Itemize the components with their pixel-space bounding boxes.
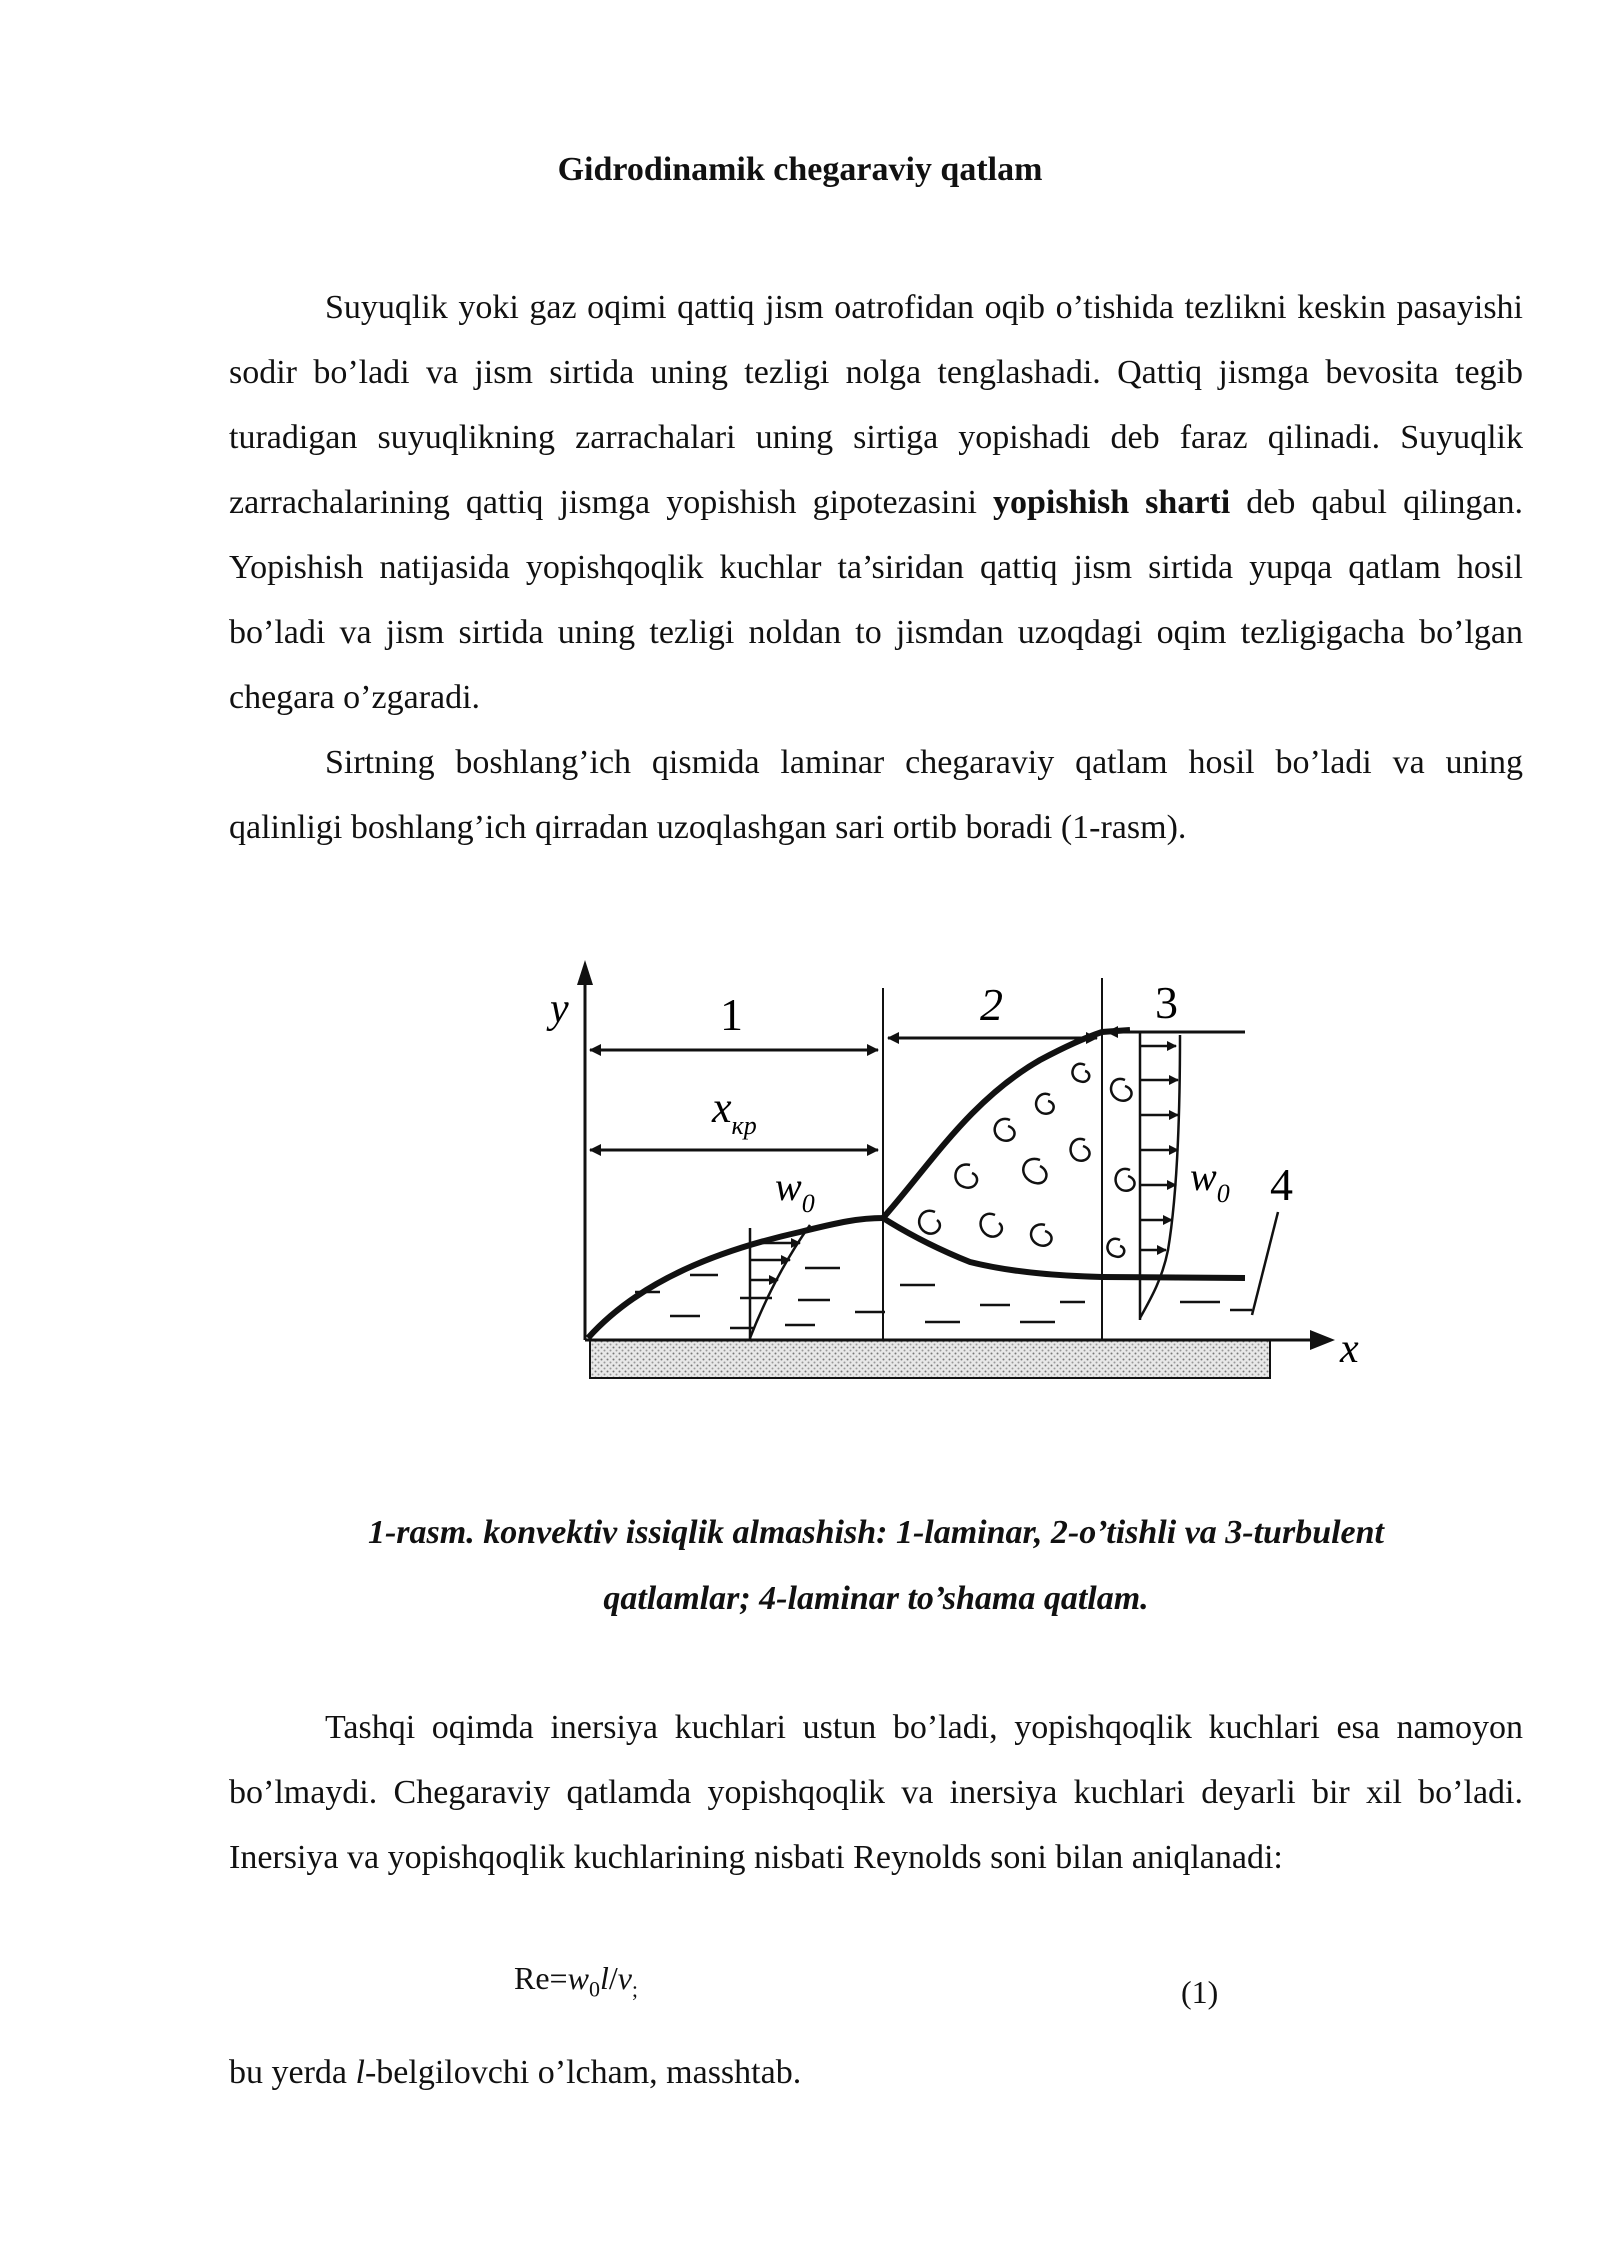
paragraph-intro-part-b: deb qabul qilingan. Yopishish natijasida yopishqoqlik kuchlar ta’siridan qattiq jism sirtida yupqa qatlam hosil bo’ladi va jism sirtida uning tezligi noldan to jismdan uzoqdagi oqim tezligigacha bo’lgan chegara o’zgaradi.: [229, 484, 1523, 716]
definition-symbol: l: [355, 2054, 365, 2091]
w0-subscript: 0: [801, 1189, 815, 1218]
formula-w-subscript: 0: [588, 1976, 600, 2002]
plate-surface: [590, 1340, 1270, 1378]
w0-label-turbulent: [1190, 1154, 1230, 1208]
x-axis-arrowhead: [1310, 1330, 1335, 1350]
sublayer-pointer: [1252, 1212, 1278, 1315]
viscous-sublayer-edge: [883, 1218, 1245, 1278]
paragraph-intro-part-a: Suyuqlik yoki gaz oqimi qattiq jism oatrofidan oqib o’tishida tezlikni keskin pasayishi sodir bo’ladi va jism sirtida uning tezligi nolga tenglashadi. Qattiq jismga bevosita tegib turadigan suyuqlikning zarrachalari uning sirtiga yopishadi deb faraz qilinadi. Suyuqlik zarrachalarining qattiq jismga yopishish gipotezasini: [229, 289, 1523, 521]
figure-caption-line-1: 1-rasm. konvektiv issiqlik almashish: 1-laminar, 2-o’tishli va 3-turbulent: [367, 1514, 1385, 1551]
zone-label-4: 4: [1270, 1159, 1293, 1210]
paragraph-intro: [229, 275, 1523, 730]
equation-number: (1): [1181, 1974, 1219, 2010]
equation-row: [229, 1960, 1523, 2020]
xkr-base: x: [712, 1083, 732, 1132]
definition-line: [229, 2045, 801, 2101]
formula-l: l: [599, 1960, 609, 1996]
formula-semicolon: ;: [631, 1976, 639, 2002]
definition-prefix: bu yerda: [229, 2054, 356, 2091]
paragraph-reynolds: Tashqi oqimda inersiya kuchlari ustun bo’ladi, yopishqoqlik kuchlari esa namoyon bo’lmaydi. Chegaraviy qatlamda yopishqoqlik va inersiya kuchlari deyarli bir xil bo’ladi. Inersiya va yopishqoqlik kuchlarining nisbati Reynolds soni bilan aniqlanadi:: [229, 1709, 1523, 1876]
laminar-velocity-profile: [750, 1225, 810, 1340]
reynolds-formula: [514, 1960, 638, 2002]
zone-label-2: 2: [980, 979, 1003, 1030]
formula-slash: /: [608, 1960, 618, 1996]
y-axis-label: y: [550, 986, 569, 1032]
figure-caption-line-2: qatlamlar; 4-laminar to’shama qatlam.: [603, 1580, 1149, 1617]
w0-base: w: [775, 1164, 802, 1209]
definition-text: -belgilovchi o’lcham, masshtab.: [364, 2054, 802, 2091]
y-axis-arrowhead: [577, 960, 593, 985]
xkr-subscript: кр: [731, 1111, 757, 1140]
page-title: Gidrodinamik chegaraviy qatlam: [557, 151, 1043, 188]
formula-v: v: [617, 1960, 632, 1996]
xkr-label: [711, 1083, 757, 1140]
formula-w: w: [567, 1960, 589, 1996]
w0-subscript-2: 0: [1216, 1179, 1230, 1208]
paragraph-laminar-layer: Sirtning boshlang’ich qismida laminar chegaraviy qatlam hosil bo’ladi va uning qalinligi boshlang’ich qirradan uzoqlashgan sari ortib boradi (1-rasm).: [229, 744, 1523, 846]
formula-equals: =: [549, 1960, 568, 1996]
w0-label-laminar: [775, 1164, 815, 1218]
w0-base-2: w: [1190, 1154, 1217, 1199]
formula-re: Re: [514, 1960, 550, 1996]
boundary-layer-edge: [588, 1030, 1130, 1338]
zone-label-1: 1: [720, 989, 743, 1040]
x-axis-label: x: [1340, 1326, 1359, 1372]
figure-caption: [229, 1500, 1523, 1632]
term-yopishish-sharti: yopishish sharti: [993, 484, 1231, 521]
zone-label-3: 3: [1155, 977, 1178, 1028]
boundary-layer-figure: [540, 950, 1380, 1420]
